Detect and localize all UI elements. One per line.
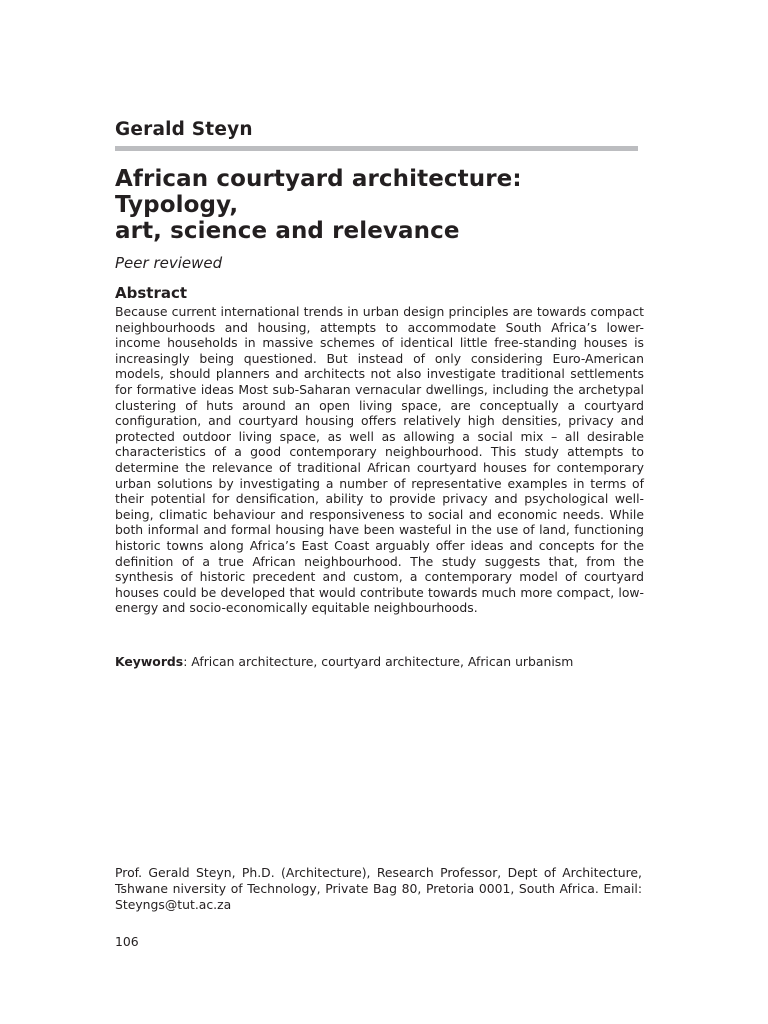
peer-review-status: Peer reviewed [115, 254, 223, 272]
author-name: Gerald Steyn [115, 119, 253, 140]
paper-title [115, 166, 645, 244]
keywords-list: : African architecture, courtyard architecture, African urbanism [183, 654, 574, 669]
page-number: 106 [115, 934, 139, 949]
title-line-1: African courtyard architecture: Typology, [115, 166, 522, 218]
title-rule [115, 146, 638, 151]
abstract-body: Because current international trends in urban design principles are towards compact neighbourhoods and housing, attempts to accommodate South Africa’s lower-income households in massive schemes of identical little free-standing houses is increasingly being questioned. But instead of only considering Euro-American models, should planners and architects not also investigate traditional settlements for formative ideas Most sub-Saharan vernacular dwellings, including the archetypal clustering of huts around an open living space, are conceptually a courtyard configuration, and courtyard housing offers relatively high densities, privacy and protected outdoor living space, as well as allowing a social mix – all desirable characteristics of a good contemporary neighbourhood. This study attempts to determine the relevance of traditional African courtyard houses for contemporary urban solutions by investigating a number of representative examples in terms of their potential for densification, ability to provide privacy and psychological well-being, climatic behaviour and responsiveness to social and economic needs. While both informal and formal housing have been wasteful in the use of land, functioning historic towns along Africa’s East Coast arguably offer ideas and concepts for the definition of a true African neighbourhood. The study suggests that, from the synthesis of historic precedent and custom, a contemporary model of courtyard houses could be developed that would contribute towards much more compact, low-energy and socio-economically equitable neighbourhoods. [115, 304, 644, 616]
keywords-label: Keywords [115, 654, 184, 669]
author-affiliation: Prof. Gerald Steyn, Ph.D. (Architecture), Research Professor, Dept of Architecture, Tshwane niversity of Technology, Private Bag 80, Pretoria 0001, South Africa. Email: Steyngs@tut.ac.za [115, 865, 642, 912]
keywords [115, 654, 655, 670]
title-line-2: art, science and relevance [115, 218, 460, 244]
abstract-heading: Abstract [115, 284, 188, 302]
